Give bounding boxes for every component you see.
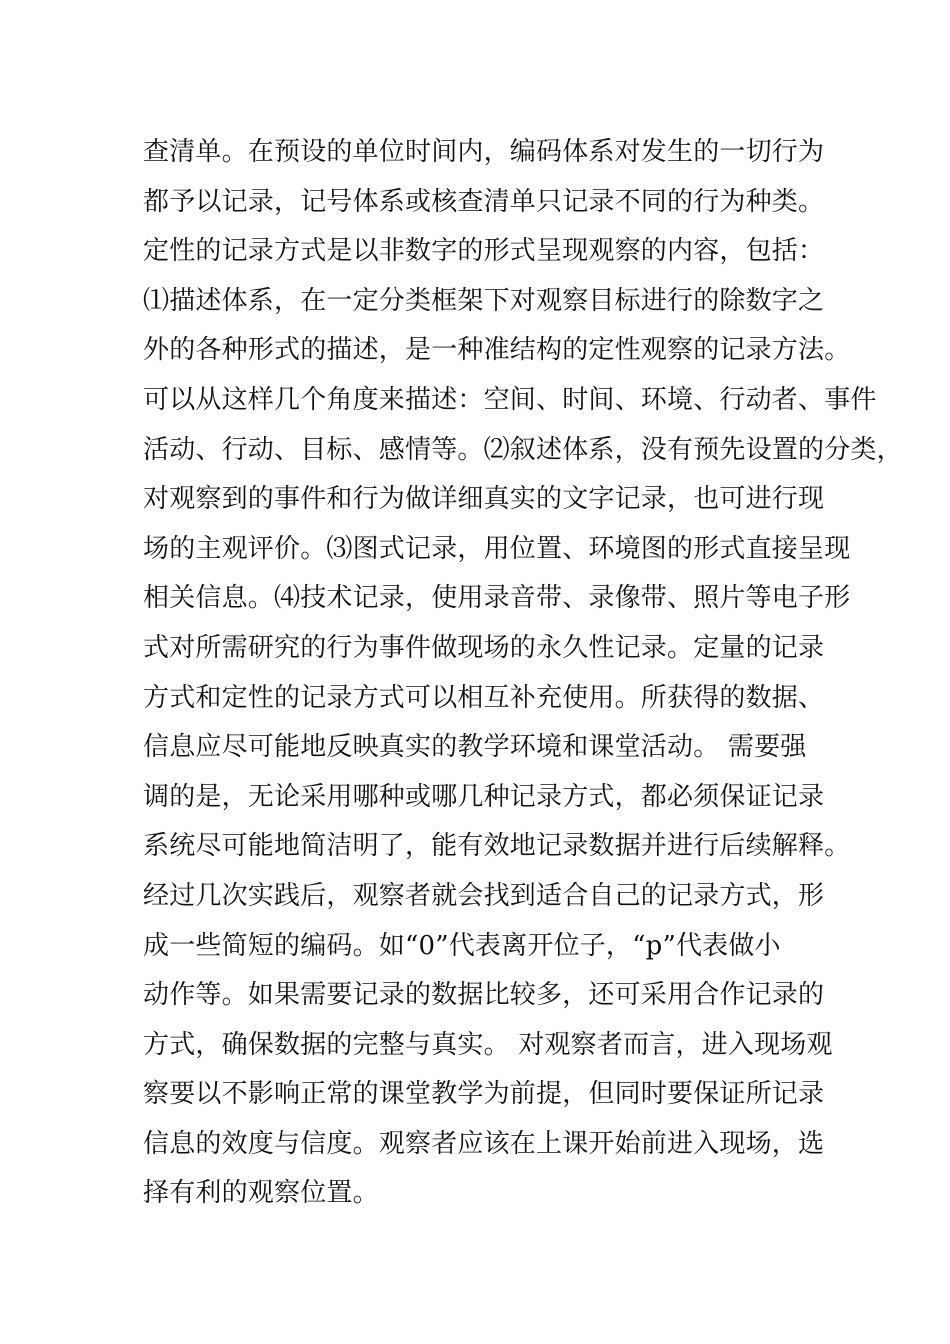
text-line-5: 外的各种形式的描述，是一种准结构的定性观察的记录方法。 (143, 335, 851, 366)
text-line-14: 调的是，无论采用哪种或哪几种记录方式，都必须保证记录 (143, 781, 825, 812)
text-line-1: 查清单。在预设的单位时间内，编码体系对发生的一切行为 (143, 137, 825, 167)
text-line-16: 经过几次实践后，观察者就会找到适合自己的记录方式，形 (143, 880, 825, 911)
text-line-11: 式对所需研究的行为事件做现场的永久性记录。定量的记录 (143, 632, 825, 663)
text-line-17: 成一些简短的编码。如“0”代表离开位子，“p”代表做小 (143, 930, 781, 961)
text-line-9: 场的主观评价。⑶图式记录，用位置、环境图的形式直接呈现 (143, 533, 851, 564)
text-line-2: 都予以记录，记号体系或核查清单只记录不同的行为种类。 (143, 186, 825, 217)
text-line-4: ⑴描述体系，在一定分类框架下对观察目标进行的除数字之 (143, 285, 825, 316)
text-line-20: 察要以不影响正常的课堂教学为前提，但同时要保证所记录 (143, 1079, 825, 1110)
text-line-8: 对观察到的事件和行为做详细真实的文字记录，也可进行现 (143, 484, 825, 515)
text-line-22: 择有利的观察位置。 (143, 1178, 379, 1209)
text-line-12: 方式和定性的记录方式可以相互补充使用。所获得的数据、 (143, 682, 825, 713)
text-line-3: 定性的记录方式是以非数字的形式呈现观察的内容，包括： (143, 236, 825, 267)
text-line-18: 动作等。如果需要记录的数据比较多，还可采用合作记录的 (143, 980, 825, 1011)
text-line-6: 可以从这样几个角度来描述：空间、时间、环境、行动者、事件 (143, 384, 877, 415)
text-line-19: 方式，确保数据的完整与真实。 对观察者而言，进入现场观 (143, 1029, 833, 1060)
text-line-10: 相关信息。⑷技术记录，使用录音带、录像带、照片等电子形 (143, 583, 851, 614)
text-line-13: 信息应尽可能地反映真实的教学环境和课堂活动。 需要强 (143, 732, 807, 763)
text-line-21: 信息的效度与信度。观察者应该在上课开始前进入现场，选 (143, 1128, 825, 1159)
text-line-7: 活动、行动、目标、感情等。⑵叙述体系，没有预先设置的分类， (143, 434, 903, 465)
body-text (143, 128, 903, 1219)
text-line-15: 系统尽可能地简洁明了，能有效地记录数据并进行后续解释。 (143, 831, 851, 862)
